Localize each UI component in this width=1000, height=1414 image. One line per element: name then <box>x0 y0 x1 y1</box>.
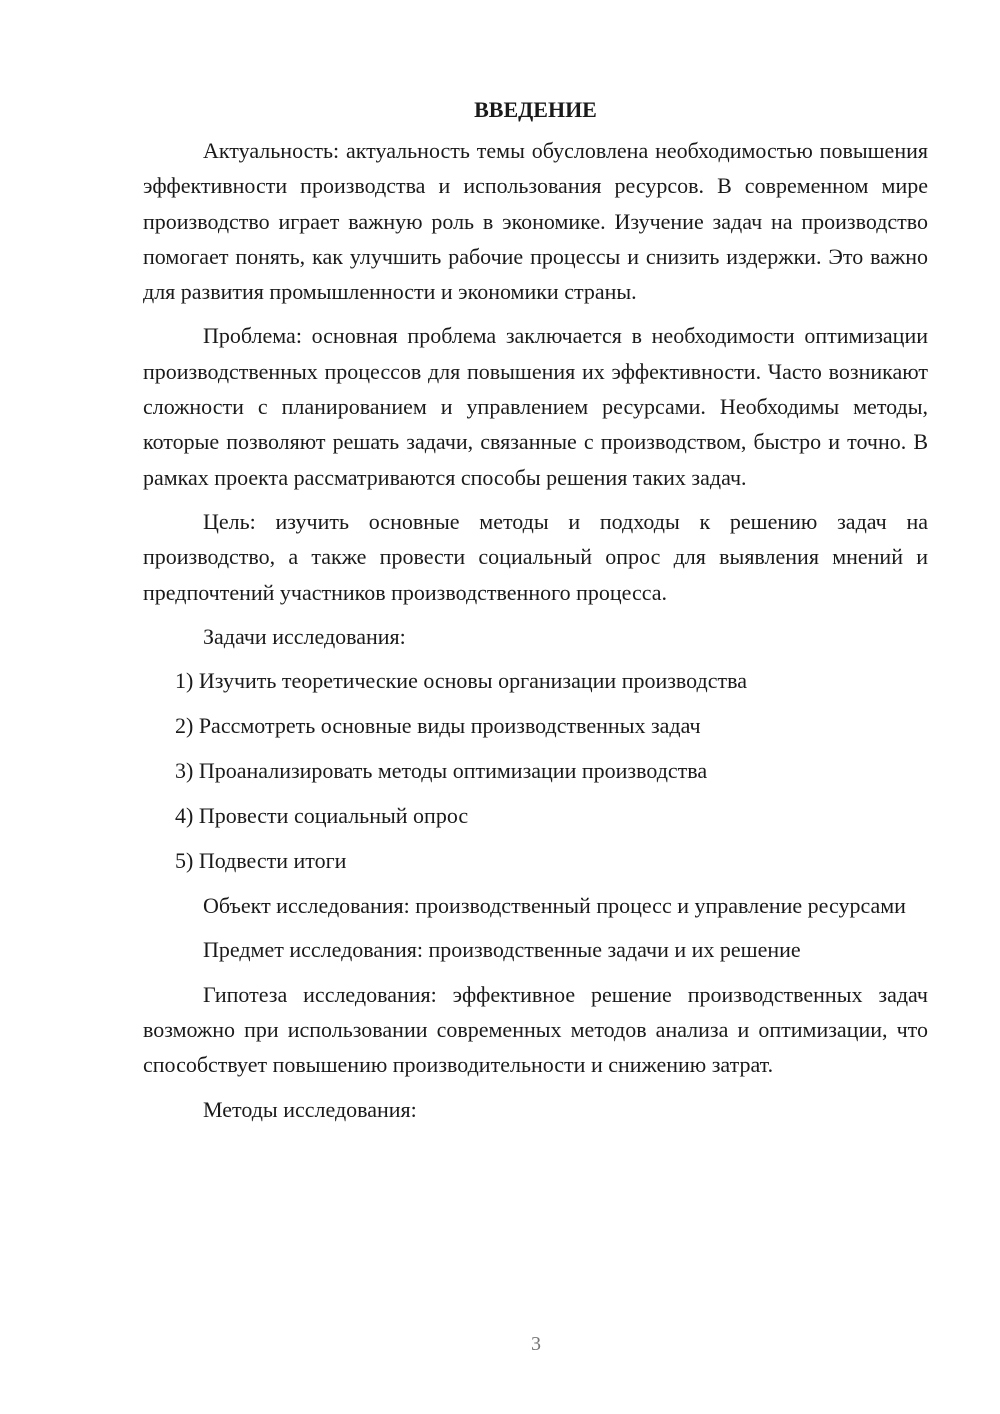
list-item: 5) Подвести итоги <box>175 848 347 874</box>
paragraph-relevance: Актуальность: актуальность темы обусловлена необходимостью повышения эффективности производства и использования ресурсов. В современном мире производство играет важную роль в экономике. Изучение задач на производство помогает понять, как улучшить рабочие процессы и снизить издержки. Это важно для развития промышленности и экономики страны. <box>143 138 928 305</box>
list-item: 1) Изучить теоретические основы организации производства <box>175 668 747 694</box>
section-title: ВВЕДЕНИЕ <box>474 97 597 122</box>
paragraph-tasks-heading: Задачи исследования: <box>203 623 406 649</box>
paragraph-problem: Проблема: основная проблема заключается в необходимости оптимизации производственных процессов для повышения их эффективности. Часто возникают сложности с планированием и управлением ресурсами. Необходимы методы, которые позволяют решать задачи, связанные с производством, быстро и точно. В рамках проекта рассматриваются способы решения таких задач. <box>143 323 928 490</box>
paragraph-subject: Предмет исследования: производственные задачи и их решение <box>203 937 801 963</box>
paragraph-hypothesis: Гипотеза исследования: эффективное решение производственных задач возможно при использовании современных методов анализа и оптимизации, что способствует повышению производительности и снижению затрат. <box>143 981 928 1078</box>
document-page <box>143 92 928 1136</box>
list-item: 3) Проанализировать методы оптимизации производства <box>175 758 708 784</box>
list-item: 4) Провести социальный опрос <box>175 803 469 829</box>
tasks-list <box>143 663 928 878</box>
paragraph-object: Объект исследования: производственный процесс и управление ресурсами <box>203 893 906 919</box>
page-number: 3 <box>531 1333 541 1355</box>
list-item: 2) Рассмотреть основные виды производственных задач <box>175 713 701 739</box>
paragraph-goal: Цель: изучить основные методы и подходы к решению задач на производство, а также провести социальный опрос для выявления мнений и предпочтений участников производственного процесса. <box>143 508 928 605</box>
paragraph-methods-heading: Методы исследования: <box>203 1096 417 1122</box>
